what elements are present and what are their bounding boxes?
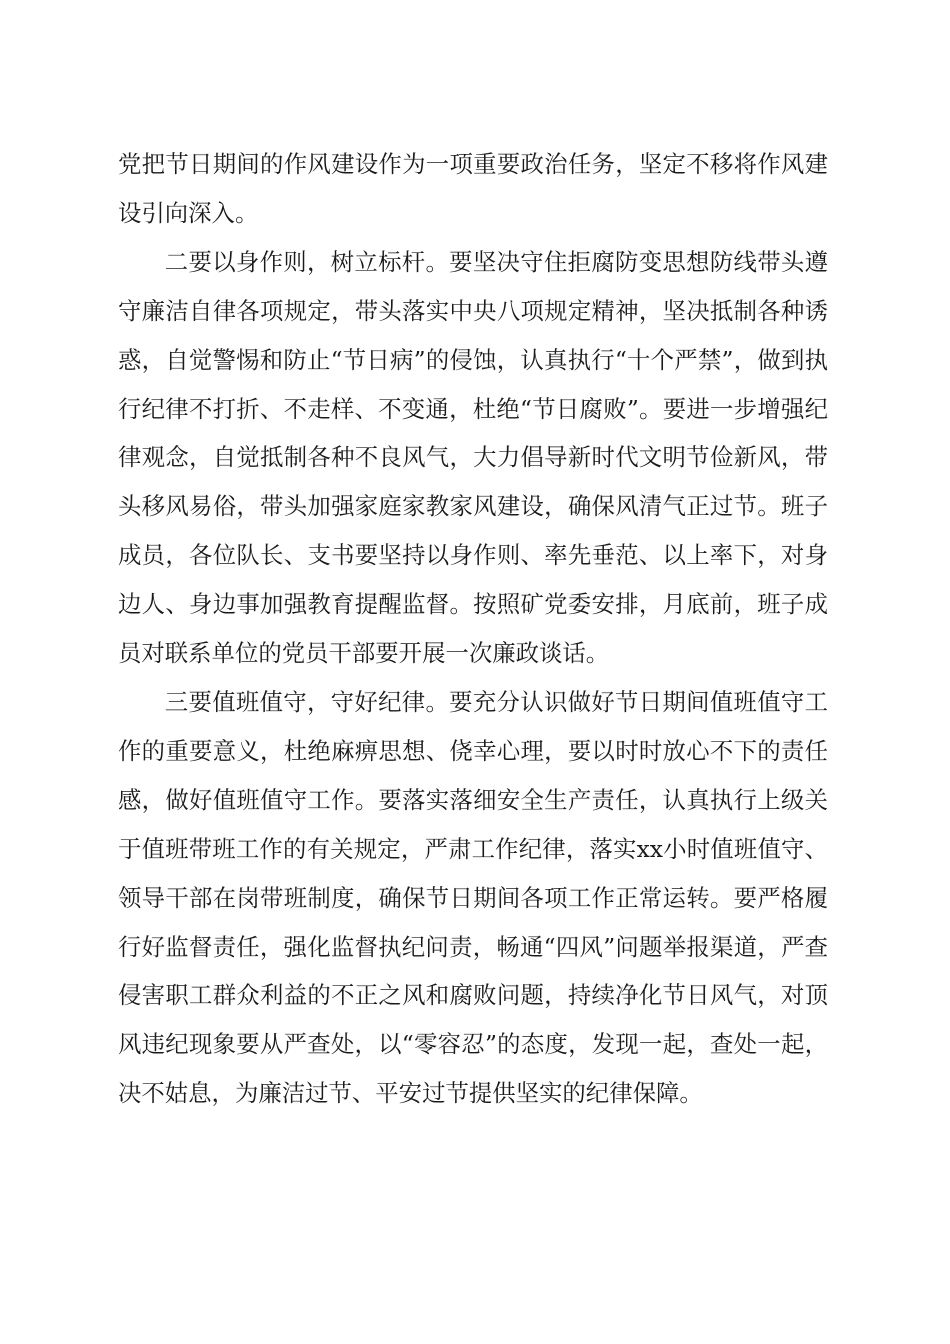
paragraph-continuation: 党把节日期间的作风建设作为一项重要政治任务，坚定不移将作风建设引向深入。 [118, 150, 828, 227]
paragraph-point-two: 二要以身作则，树立标杆。要坚决守住拒腐防变思想防线带头遵守廉洁自律各项规定，带头落实中央八项规定精神，坚决抵制各种诱惑，自觉警惕和防止“节日病”的侵蚀，认真执行“十个严禁”，做到执行纪律不打折、不走样、不变通，杜绝“节日腐败”。要进一步增强纪律观念，自觉抵制各种不良风气，大力倡导新时代文明节俭新风，带头移风易俗，带头加强家庭家教家风建设，确保风清气正过节。班子成员，各位队长、支书要坚持以身作则、率先垂范、以上率下，对身边人、身边事加强教育提醒监督。按照矿党委安排，月底前，班子成员对联系单位的党员干部要开展一次廉政谈话。 [118, 247, 828, 668]
paragraph-point-three: 三要值班值守，守好纪律。要充分认识做好节日期间值班值守工作的重要意义，杜绝麻痹思想、侥幸心理，要以时时放心不下的责任感，做好值班值守工作。要落实落细安全生产责任，认真执行上级关于值班带班工作的有关规定，严肃工作纪律，落实xx小时值班值守、领导干部在岗带班制度，确保节日期间各项工作正常运转。要严格履行好监督责任，强化监督执纪问责，畅通“四风”问题举报渠道，严查侵害职工群众利益的不正之风和腐败问题，持续净化节日风气，对顶风违纪现象要从严查处，以“零容忍”的态度，发现一起，查处一起，决不姑息，为廉洁过节、平安过节提供坚实的纪律保障。 [118, 687, 828, 1108]
document-body [118, 140, 828, 1118]
